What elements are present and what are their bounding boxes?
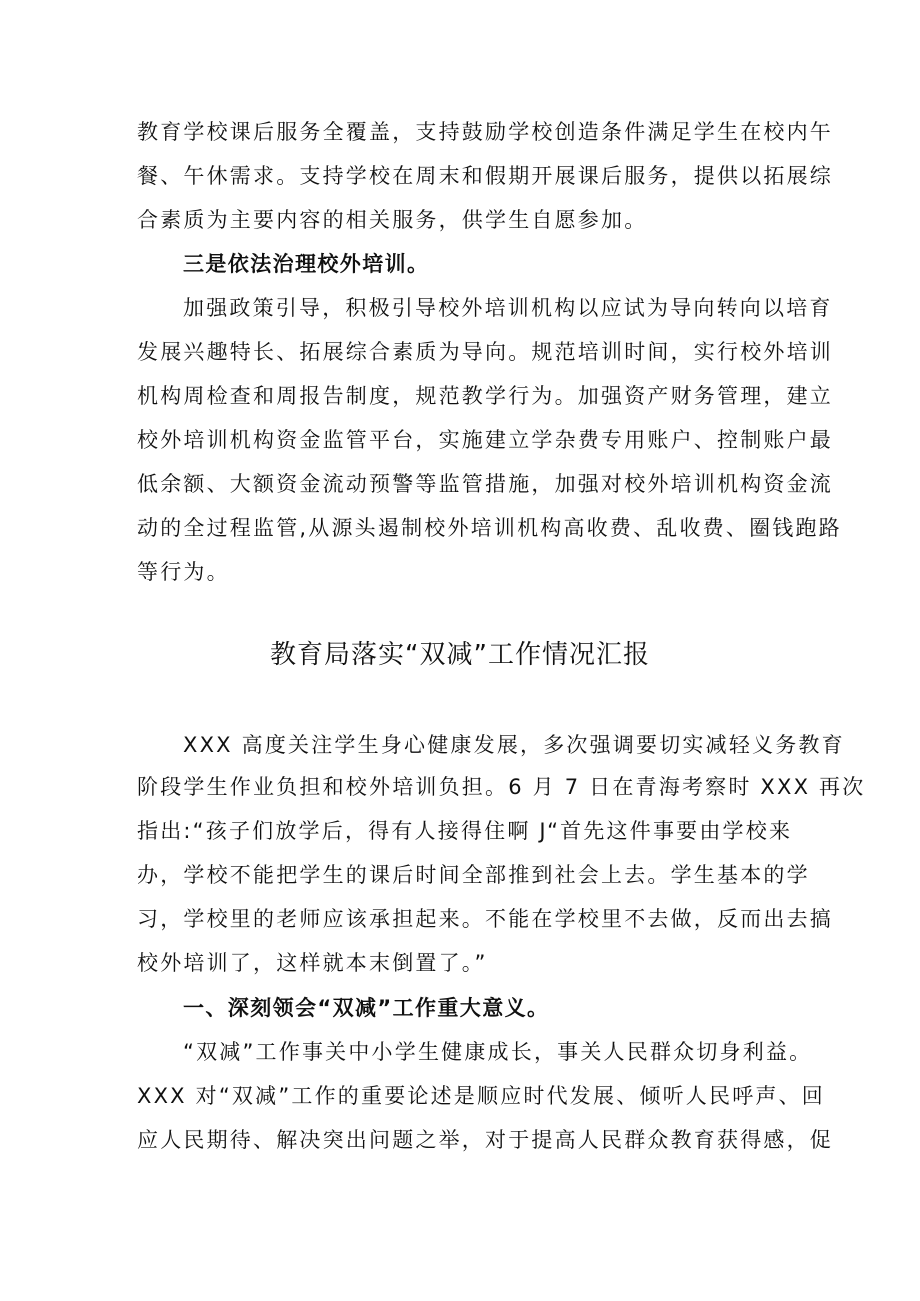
section-heading: 三是依法治理校外培训。 (183, 252, 430, 276)
paragraph-line: 校外培训机构资金监管平台，实施建立学杂费专用账户、控制账户最 (137, 428, 833, 452)
report-title: 教育局落实“双减”工作情况汇报 (270, 640, 650, 670)
paragraph-line: XXX 高度关注学生身心健康发展，多次强调要切实减轻义务教育 (183, 733, 845, 757)
paragraph-line: 机构周检查和周报告制度，规范教学行为。加强资产财务管理，建立 (137, 384, 833, 408)
paragraph-line: “双减”工作事关中小学生健康成长，事关人民群众切身利益。 (183, 1040, 813, 1064)
paragraph-line: 动的全过程监管,从源头遏制校外培训机构高收费、乱收费、圈钱跑路 (137, 516, 842, 540)
paragraph-line: 等行为。 (137, 560, 230, 584)
paragraph-line: 校外培训了，这样就本末倒置了。” (137, 951, 488, 975)
paragraph-line: XXX 对“双减”工作的重要论述是顺应时代发展、倾听人民呼声、回 (137, 1084, 825, 1108)
paragraph-line: 合素质为主要内容的相关服务，供学生自愿参加。 (137, 208, 648, 232)
paragraph-line: 发展兴趣特长、拓展综合素质为导向。规范培训时间，实行校外培训 (137, 340, 833, 364)
paragraph-line: 指出:“孩子们放学后，得有人接得住啊 J“首先这件事要由学校来 (137, 819, 793, 843)
paragraph-line: 教育学校课后服务全覆盖，支持鼓励学校创造条件满足学生在校内午 (137, 120, 833, 144)
section-heading: 一、深刻领会“双减”工作重大意义。 (183, 996, 550, 1020)
paragraph-line: 阶段学生作业负担和校外培训负担。6 月 7 日在青海考察时 XXX 再次 (137, 775, 866, 799)
paragraph-line: 应人民期待、解决突出问题之举，对于提高人民群众教育获得感，促 (137, 1128, 833, 1152)
paragraph-line: 办，学校不能把学生的课后时间全部推到社会上去。学生基本的学 (137, 863, 810, 887)
paragraph-line: 低余额、大额资金流动预警等监管措施，加强对校外培训机构资金流 (137, 472, 833, 496)
paragraph-line: 加强政策引导，积极引导校外培训机构以应试为导向转向以培育 (183, 296, 833, 320)
paragraph-line: 习，学校里的老师应该承担起来。不能在学校里不去做，反而出去搞 (137, 907, 833, 931)
paragraph-line: 餐、午休需求。支持学校在周末和假期开展课后服务，提供以拓展综 (137, 164, 833, 188)
